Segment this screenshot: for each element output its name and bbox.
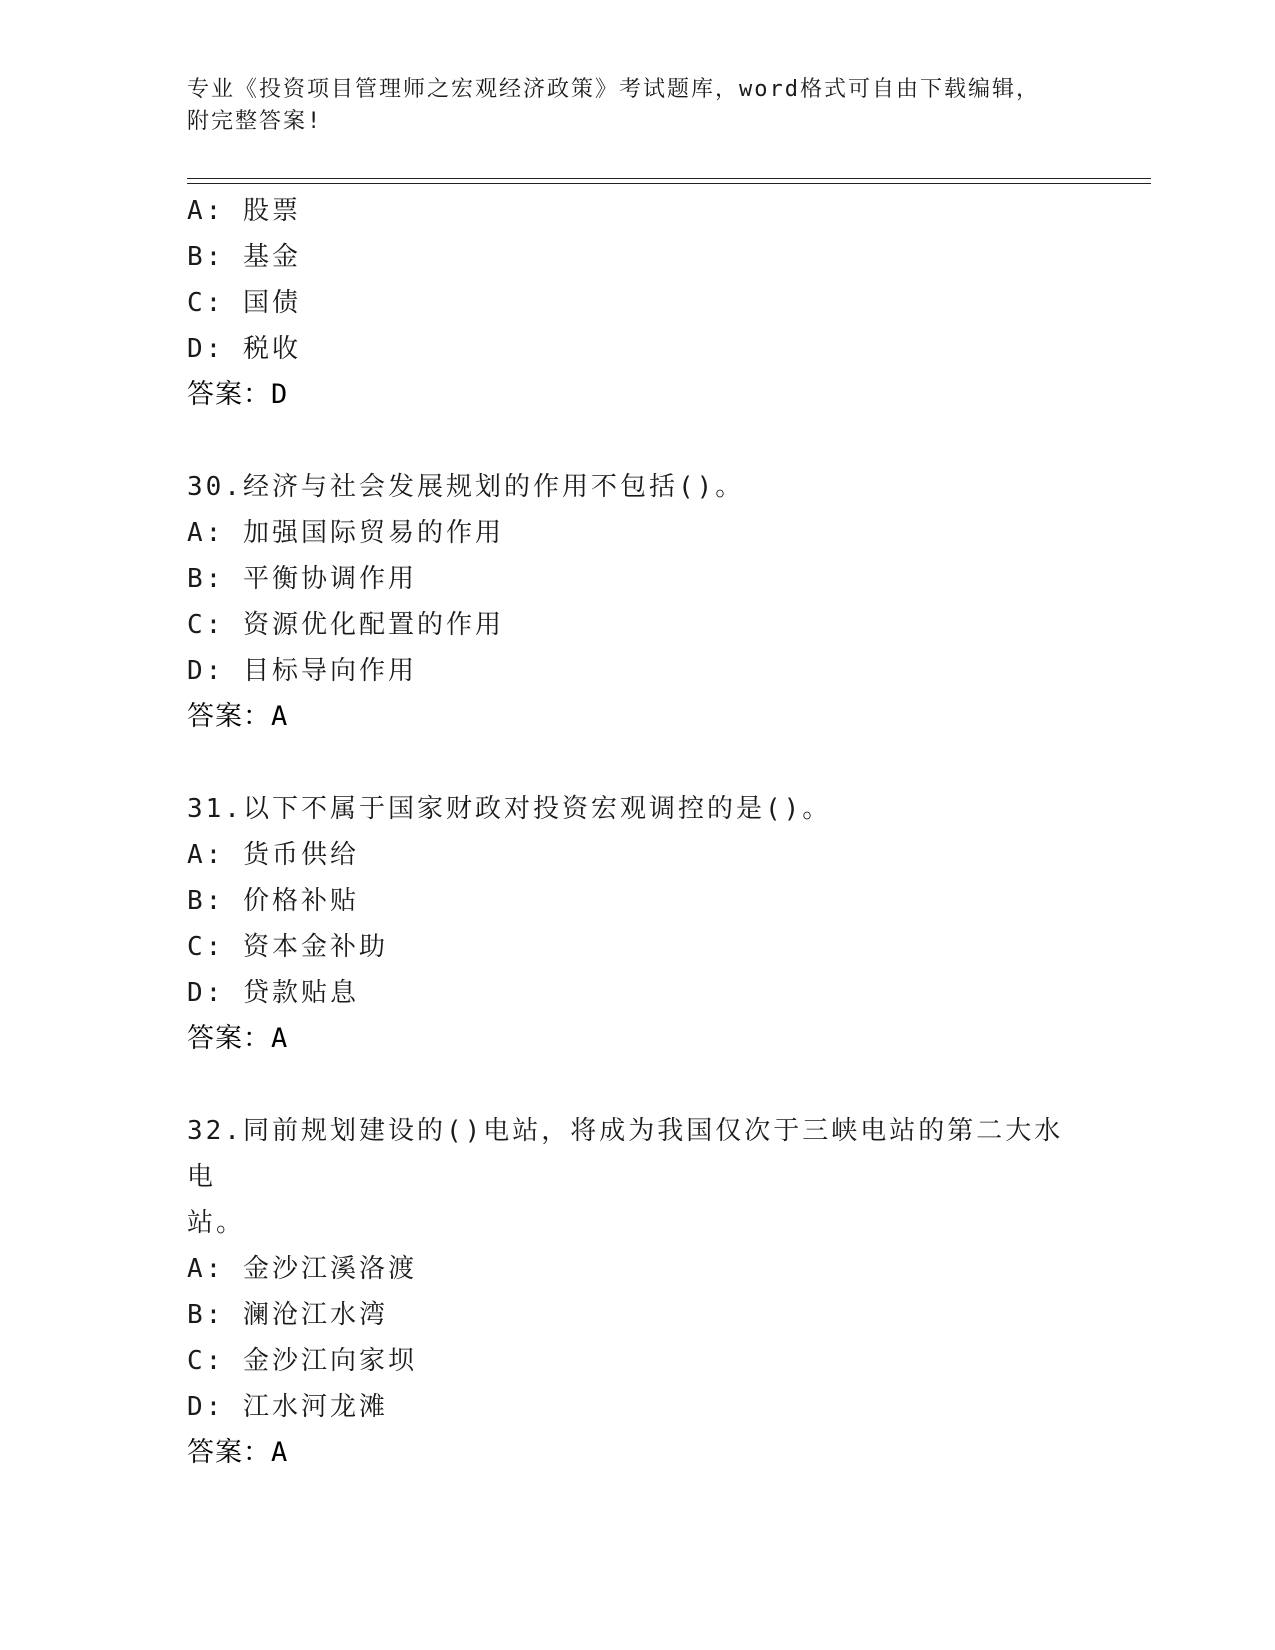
answer: 答案：A [187,1023,289,1054]
option-b: B: 价格补贴 [187,886,359,916]
document-header [187,74,1087,138]
option-b: B: 平衡协调作用 [187,564,417,594]
answer: 答案：A [187,701,289,732]
option-d: D: 税收 [187,334,301,364]
option-c: C: 金沙江向家坝 [187,1346,417,1376]
question-29 [187,188,1087,418]
question-stem-line-2: 站。 [187,1208,246,1238]
option-b: B: 基金 [187,242,301,272]
question-stem: 31.以下不属于国家财政对投资宏观调控的是()。 [187,794,832,824]
header-divider-bottom [187,183,1151,184]
question-30 [187,464,1087,740]
option-c: C: 资本金补助 [187,932,388,962]
question-31 [187,786,1087,1062]
question-list [187,188,1087,1476]
option-d: D: 江水河龙滩 [187,1392,388,1422]
answer: 答案：D [187,379,289,410]
option-c: C: 资源优化配置的作用 [187,610,504,640]
question-32 [187,1108,1087,1476]
header-line-1: 专业《投资项目管理师之宏观经济政策》考试题库，word格式可自由下载编辑， [187,77,1040,102]
question-stem-line-1: 32.同前规划建设的()电站，将成为我国仅次于三峡电站的第二大水电 [187,1116,1064,1192]
option-d: D: 贷款贴息 [187,978,359,1008]
option-a: A: 金沙江溪洛渡 [187,1254,417,1284]
option-a: A: 加强国际贸易的作用 [187,518,504,548]
header-divider-top [187,178,1151,179]
option-a: A: 货币供给 [187,840,359,870]
question-stem: 30.经济与社会发展规划的作用不包括()。 [187,472,745,502]
option-a: A: 股票 [187,196,301,226]
header-line-2: 附完整答案! [187,109,323,134]
option-c: C: 国债 [187,288,301,318]
option-b: B: 澜沧江水湾 [187,1300,388,1330]
answer: 答案：A [187,1437,289,1468]
option-d: D: 目标导向作用 [187,656,417,686]
